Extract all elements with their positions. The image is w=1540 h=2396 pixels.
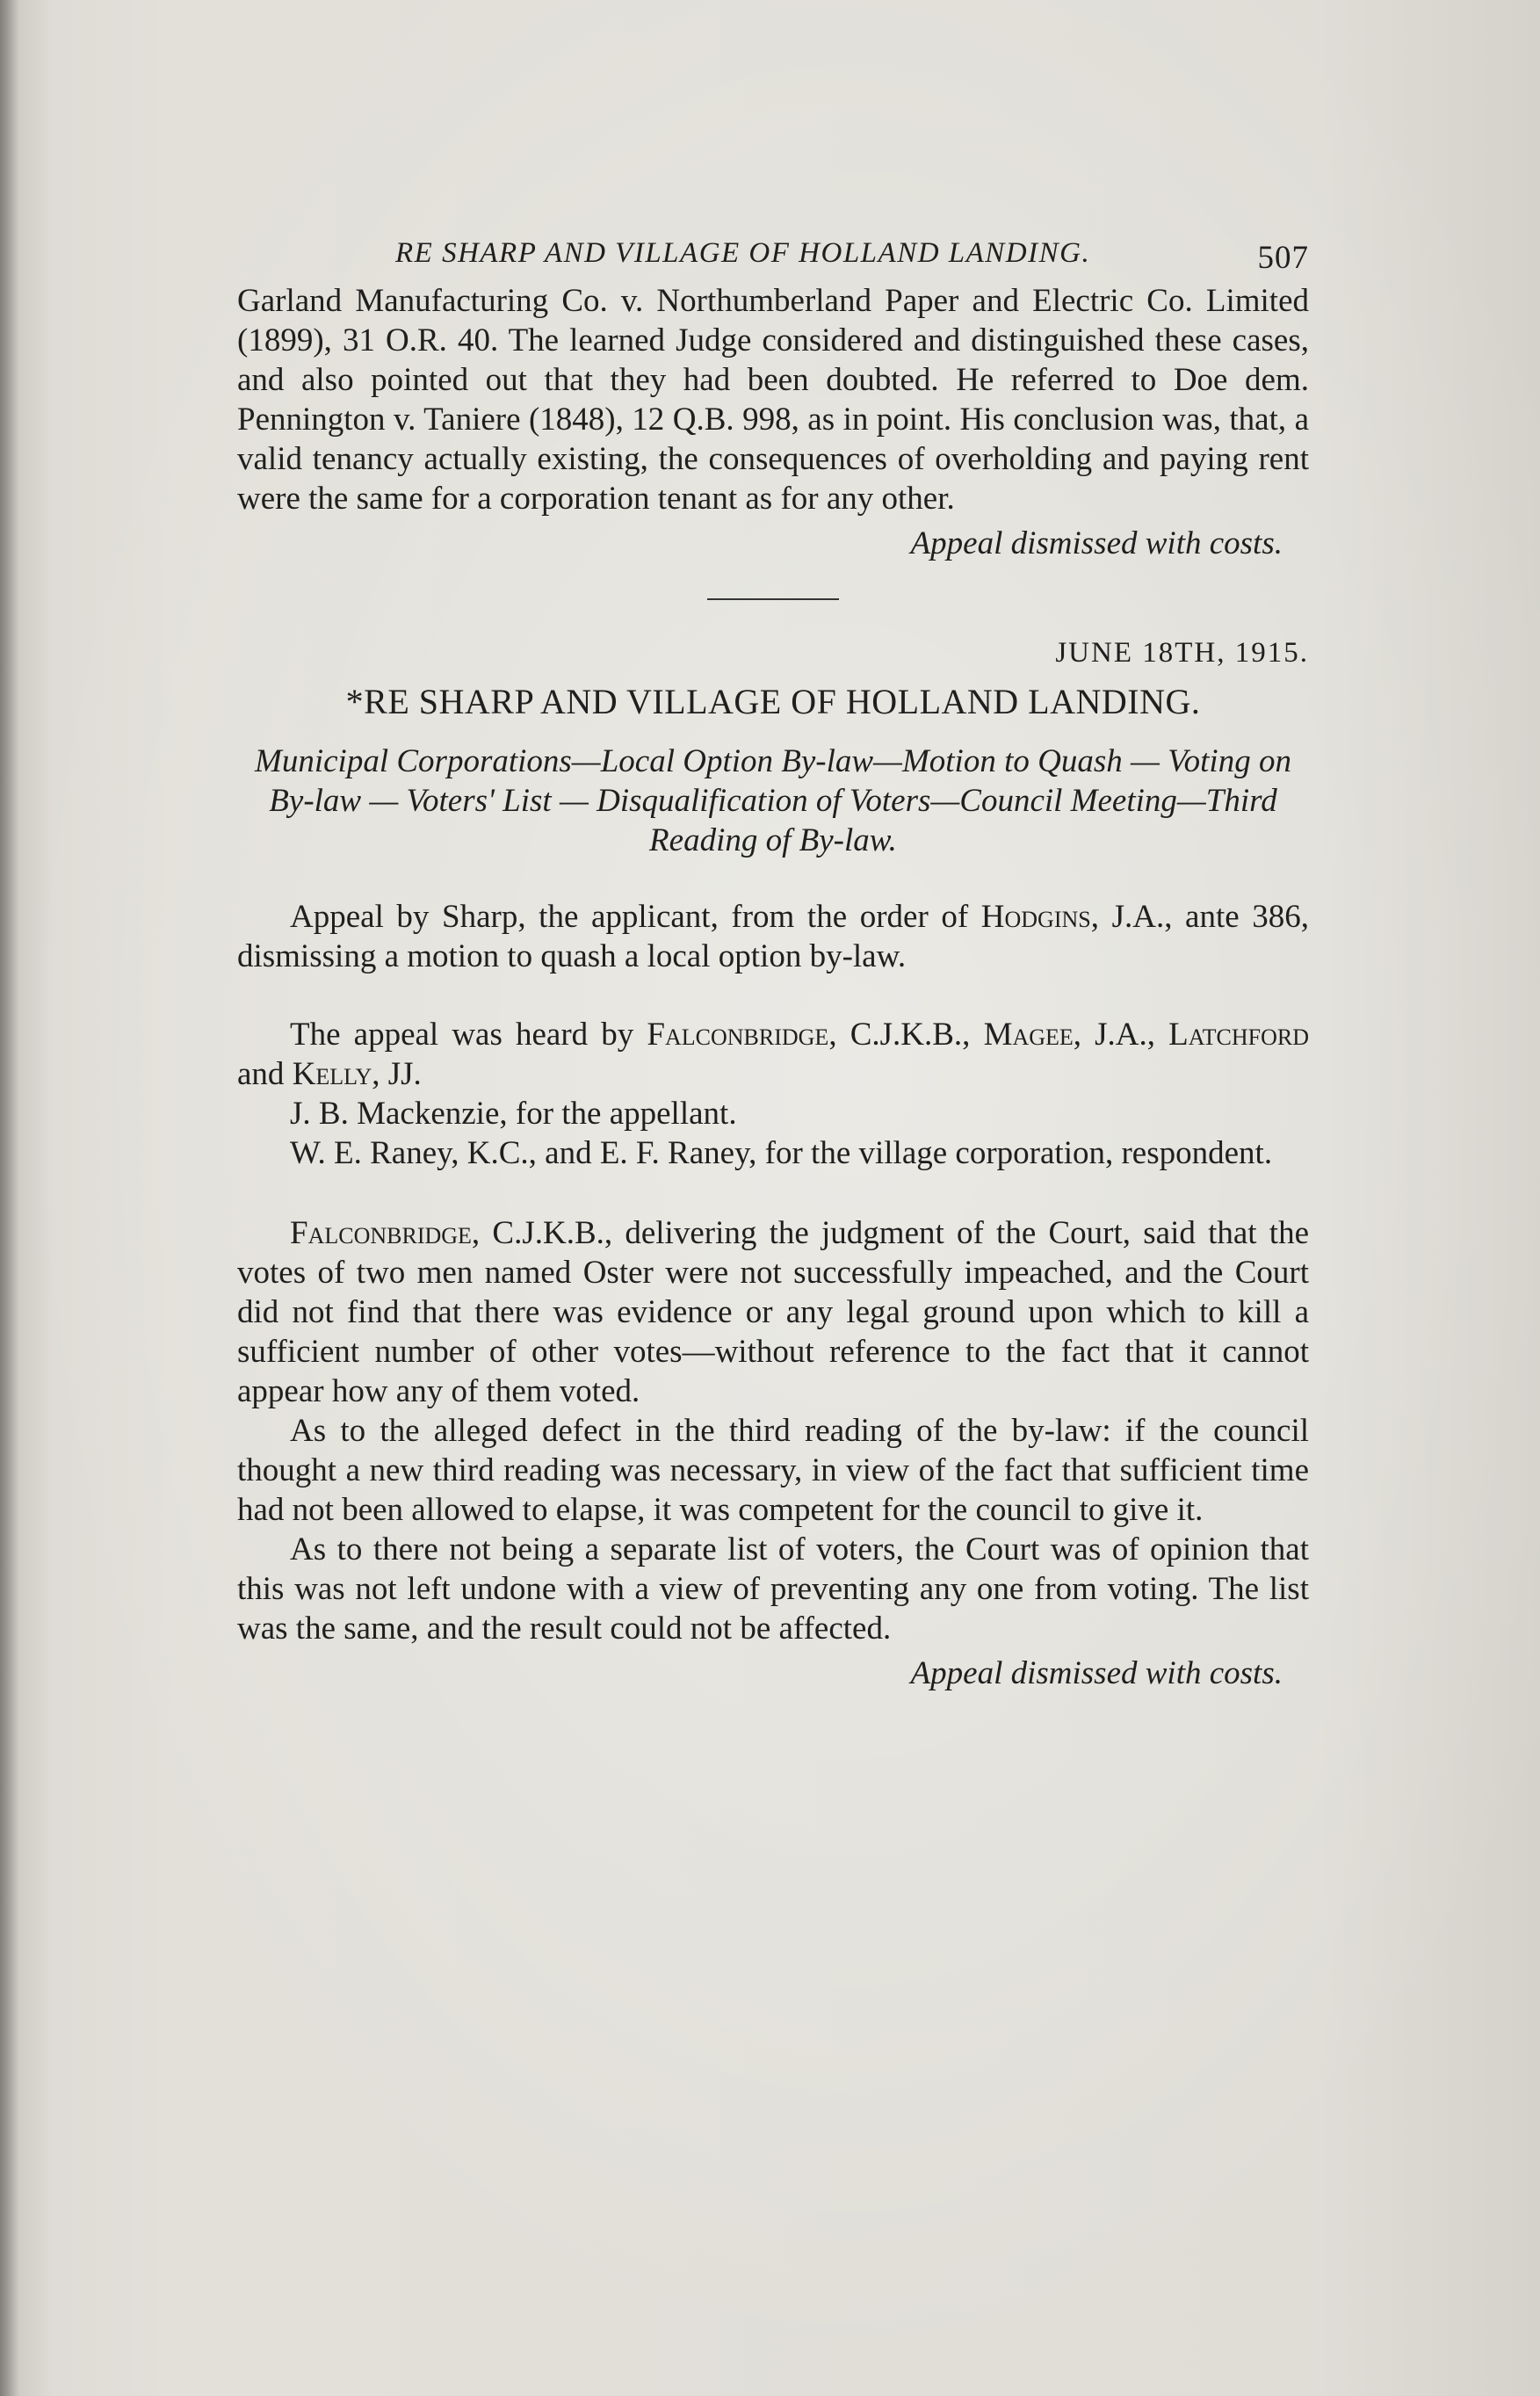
judgment-date: JUNE 18TH, 1915. <box>1055 637 1309 669</box>
headnote: Municipal Corporations—Local Option By-law—Motion to Quash — Voting on By-law — Voters' List — Disqualification of Voters—Council Meeting—Third Reading of By-law. <box>255 743 1291 858</box>
judge-name: Hodgins <box>980 899 1091 935</box>
third-reading-paragraph: As to the alleged defect in the third reading of the by-law: if the council thought a new third reading was necessary, in view of the fact that sufficient time had not been allowed to elapse, it was competent for the council to give it. <box>237 1413 1309 1528</box>
opening-paragraph: Garland Manufacturing Co. v. Northumberland Paper and Electric Co. Limited (1899), 31 O.R. 40. The learned Judge considered and distinguished these cases, and also pointed out that they had been doubted. He referred to Doe dem. Pennington v. Taniere (1848), 12 Q.B. 998, as in point. His conclusion was, that, a valid tenancy actually existing, the consequences of overholding and paying rent were the same for a corporation tenant as for any other. <box>237 283 1309 517</box>
page-text-block <box>237 220 1309 1693</box>
page-number: 507 <box>1257 240 1309 276</box>
running-head <box>237 220 1309 281</box>
running-head-title: RE SHARP AND VILLAGE OF HOLLAND LANDING. <box>395 237 1091 269</box>
binding-gutter-shadow <box>0 0 19 2396</box>
disposition-previous-case: Appeal dismissed with costs. <box>910 525 1283 561</box>
bench-paragraph: The appeal was heard by Falconbridge, C.J.K.B., Magee, J.A., Latchford and Kelly, JJ. <box>237 1017 1310 1092</box>
voters-list-paragraph: As to there not being a separate list of voters, the Court was of opinion that this was not left undone with a view of preventing any one from voting. The list was the same, and the result could not be affected. <box>237 1531 1309 1647</box>
judge-name: Falconbridge <box>290 1215 472 1251</box>
section-rule <box>707 598 839 600</box>
counsel-respondent: W. E. Raney, K.C., and E. F. Raney, for the village corporation, respondent. <box>290 1135 1273 1171</box>
disposition-this-case: Appeal dismissed with costs. <box>910 1655 1283 1691</box>
judgment-paragraph: Falconbridge, C.J.K.B., delivering the judgment of the Court, said that the votes of two men named Oster were not successfully impeached, and the Court did not find that there was evidence or any legal ground upon which to kill a sufficient number of other votes—without reference to the fact that it cannot appear how any of them voted. <box>237 1215 1309 1409</box>
appeal-paragraph: Appeal by Sharp, the applicant, from the order of Hodgins, J.A., ante 386, dismissing a motion to quash a local option by-law. <box>237 899 1309 974</box>
case-title: *RE SHARP AND VILLAGE OF HOLLAND LANDING. <box>345 682 1201 721</box>
counsel-appellant: J. B. Mackenzie, for the appellant. <box>290 1096 737 1132</box>
